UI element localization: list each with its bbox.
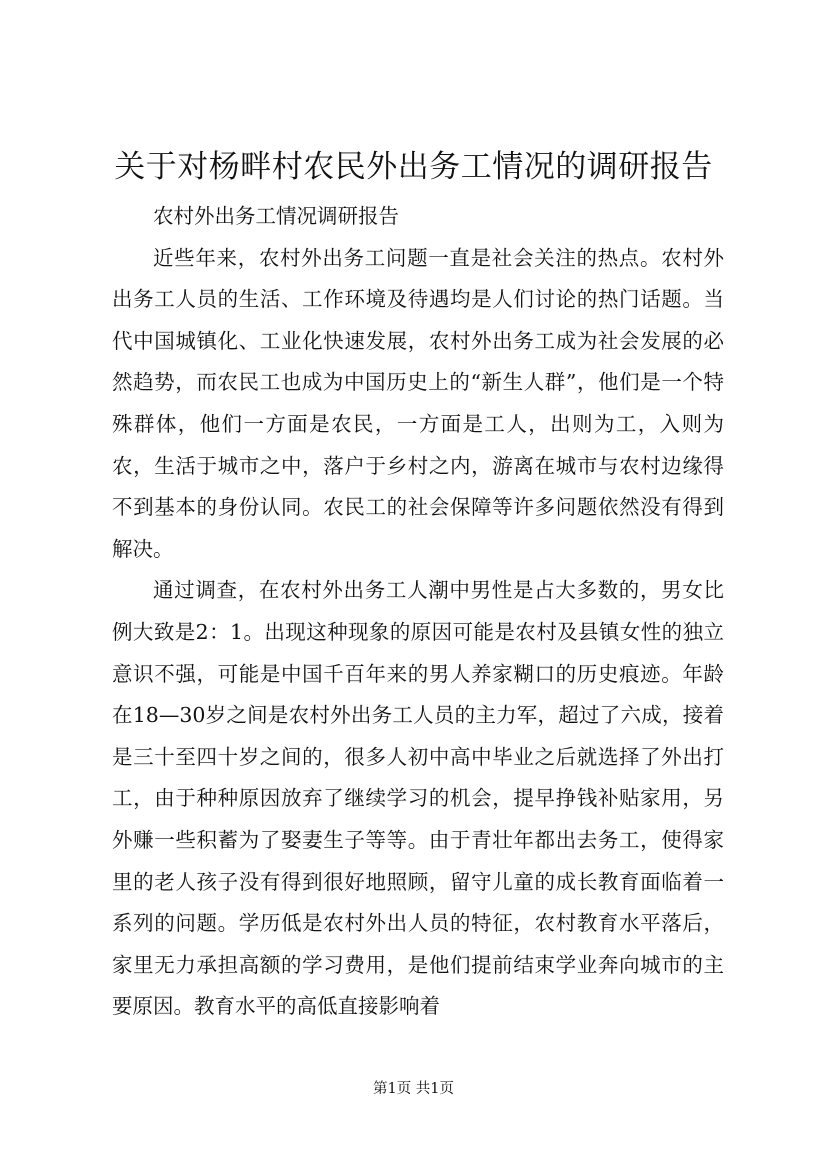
document-title: 关于对杨畔村农民外出务工情况的调研报告 xyxy=(114,149,713,185)
document-subtitle: 农村外出务工情况调研报告 xyxy=(153,204,399,228)
paragraph: 通过调查，在农村外出务工人潮中男性是占大多数的，男女比例大致是2：1。出现这种现象的原因可能是农村及县镇女性的独立意识不强，可能是中国千百年来的男人养家糊口的历史痕迹。年龄在18—30岁之间是农村外出务工人员的主力军，超过了六成，接着是三十至四十岁之间的，很多人初中高中毕业之后就选择了外出打工，由于种种原因放弃了继续学习的机会，提早挣钱补贴家用，另外赚一些积蓄为了娶妻生子等等。由于青壮年都出去务工，使得家里的老人孩子没有得到很好地照顾，留守儿童的成长教育面临着一系列的问题。学历低是农村外出人员的特征，农村教育水平落后，家里无力承担高额的学习费用，是他们提前结束学业奔向城市的主要原因。教育水平的高低直接影响着 xyxy=(112,578,724,1019)
paragraph: 近些年来，农村外出务工问题一直是社会关注的热点。农村外出务工人员的生活、工作环境及待遇均是人们讨论的热门话题。当代中国城镇化、工业化快速发展，农村外出务工成为社会发展的必然趋势，而农民工也成为中国历史上的“新生人群”，他们是一个特殊群体，他们一方面是农民，一方面是工人，出则为工，入则为农，生活于城市之中，落户于乡村之内，游离在城市与农村边缘得不到基本的身份认同。农民工的社会保障等许多问题依然没有得到解决。 xyxy=(112,245,724,561)
document-body xyxy=(112,196,724,1028)
page-footer: 第1页 共1页 xyxy=(372,1081,455,1097)
